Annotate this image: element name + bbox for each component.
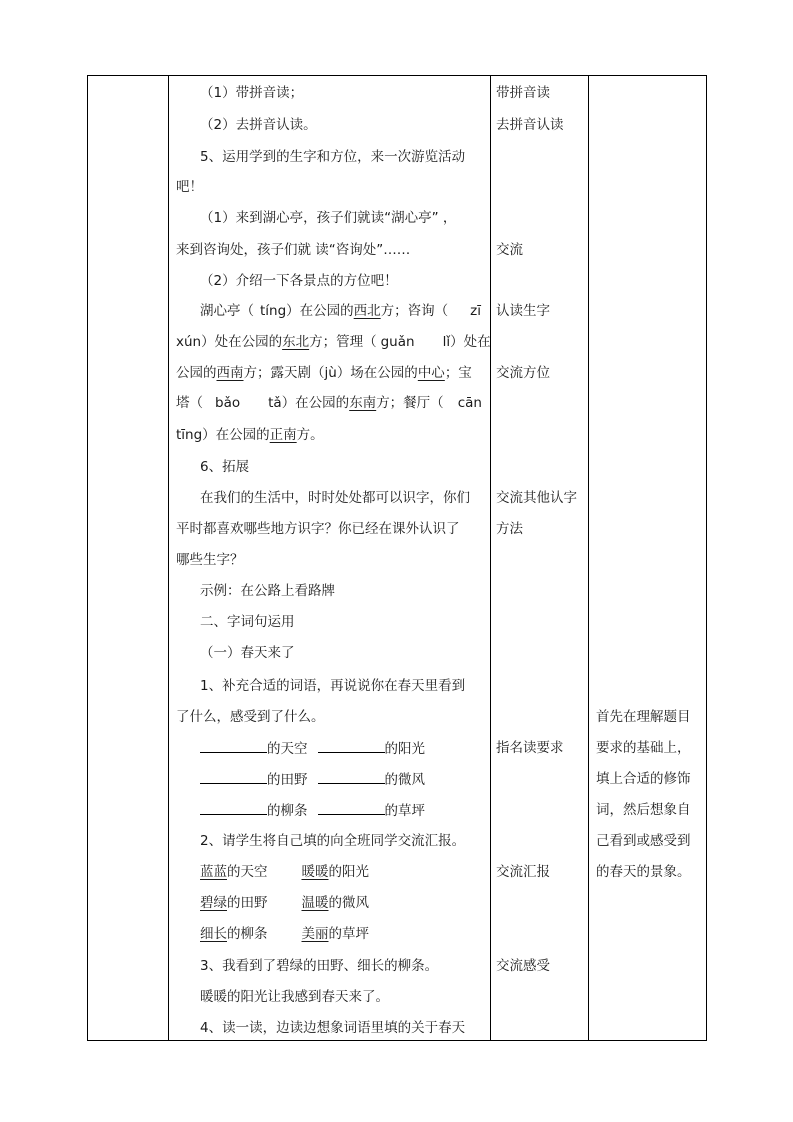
pinyin: xún bbox=[176, 334, 202, 350]
text: 的微风 bbox=[384, 772, 425, 788]
intent-text: 首先在理解题目 bbox=[596, 709, 691, 725]
text-line: 2、请学生将自己填的向全班同学交流汇报。 bbox=[200, 833, 466, 849]
text-line: 在我们的生活中，时时处处都可以识字，你们 bbox=[200, 490, 470, 506]
text: 的天空 bbox=[227, 864, 268, 880]
text: ）在公园的 bbox=[281, 395, 350, 411]
activity-text: 交流汇报 bbox=[496, 864, 550, 880]
text: 方；露天剧（ bbox=[243, 365, 325, 381]
text-line: 6、拓展 bbox=[200, 459, 250, 475]
text: 的草坪 bbox=[328, 926, 369, 942]
column-divider bbox=[490, 76, 491, 1040]
phrase-line bbox=[200, 863, 369, 881]
pinyin: jù bbox=[324, 365, 337, 381]
text: ）处在公园的 bbox=[201, 334, 283, 350]
direction: 正南 bbox=[269, 427, 297, 443]
pinyin-line bbox=[176, 333, 491, 351]
direction: 西北 bbox=[353, 303, 381, 319]
intent-text: 填上合适的修饰 bbox=[596, 771, 691, 787]
text-line: 吧！ bbox=[176, 179, 203, 195]
direction: 东北 bbox=[282, 334, 310, 350]
text-line: 3、我看到了碧绿的田野、细长的柳条。 bbox=[200, 958, 439, 974]
pinyin: bǎo bbox=[215, 395, 241, 411]
pinyin: lǐ bbox=[442, 334, 451, 350]
activity-text: 认读生字 bbox=[496, 303, 550, 319]
direction: 中心 bbox=[417, 365, 445, 381]
activity-text: 方法 bbox=[496, 521, 523, 537]
text-line: 了什么，感受到了什么。 bbox=[176, 709, 325, 725]
activity-text: 去拼音认读 bbox=[496, 117, 564, 133]
lesson-table bbox=[87, 75, 707, 1041]
blank[interactable] bbox=[200, 770, 267, 784]
text: 的阳光 bbox=[384, 741, 425, 757]
intent-text: 己看到或感受到 bbox=[596, 833, 691, 849]
blank[interactable] bbox=[318, 801, 385, 815]
text: 方；餐厅（ bbox=[376, 395, 444, 411]
answer-word: 碧绿 bbox=[200, 895, 227, 911]
activity-text: 带拼音读 bbox=[496, 85, 550, 101]
text: 的田野 bbox=[267, 772, 308, 788]
fill-blank-line bbox=[200, 770, 425, 789]
blank[interactable] bbox=[318, 770, 385, 784]
text: 方；管理（ bbox=[309, 334, 377, 350]
text: 方；咨询（ bbox=[380, 303, 449, 319]
pinyin: tíng bbox=[260, 303, 287, 319]
intent-text: 要求的基础上， bbox=[596, 740, 691, 756]
answer-word: 暖暖 bbox=[301, 864, 329, 880]
column-divider bbox=[168, 76, 169, 1040]
text: 湖心亭（ bbox=[200, 303, 254, 319]
text: ）在公园的 bbox=[202, 427, 270, 443]
intent-text: 的春天的景象。 bbox=[596, 864, 691, 880]
text-line: 二、字词句运用 bbox=[200, 614, 295, 630]
pinyin: tīng bbox=[176, 427, 203, 443]
blank[interactable] bbox=[200, 801, 267, 815]
pinyin: tǎ bbox=[268, 395, 282, 411]
answer-word: 细长 bbox=[200, 926, 227, 942]
direction: 东南 bbox=[349, 395, 377, 411]
activity-text: 交流其他认字 bbox=[496, 490, 577, 506]
text: 的微风 bbox=[328, 895, 369, 911]
pinyin-line bbox=[176, 394, 482, 412]
text-line: （1）带拼音读； bbox=[200, 85, 304, 101]
pinyin: cān bbox=[457, 395, 482, 411]
text-line: 4、读一读，边读边想象词语里填的关于春天 bbox=[200, 1020, 466, 1036]
pinyin-line bbox=[176, 364, 472, 382]
blank[interactable] bbox=[200, 739, 267, 753]
answer-word: 蓝蓝 bbox=[200, 864, 227, 880]
activity-text: 指名读要求 bbox=[496, 740, 564, 756]
activity-text: 交流 bbox=[496, 242, 523, 258]
text: ）在公园的 bbox=[286, 303, 354, 319]
text: 的柳条 bbox=[227, 926, 268, 942]
text: ）处在 bbox=[450, 334, 491, 350]
text: ）场在公园的 bbox=[336, 365, 418, 381]
text-line: 暖暖的阳光让我感到春天来了。 bbox=[200, 989, 389, 1005]
direction: 西南 bbox=[216, 365, 244, 381]
phrase-line bbox=[200, 925, 369, 943]
text: 的柳条 bbox=[267, 803, 308, 819]
text-line: 示例：在公路上看路牌 bbox=[200, 583, 335, 599]
text: 塔（ bbox=[176, 395, 203, 411]
phrase-line bbox=[200, 894, 369, 912]
blank[interactable] bbox=[318, 739, 385, 753]
text-line: （一）春天来了 bbox=[200, 645, 295, 661]
text: 的草坪 bbox=[384, 803, 425, 819]
text-line: 哪些生字？ bbox=[176, 552, 244, 568]
text: 的阳光 bbox=[328, 864, 369, 880]
fill-blank-line bbox=[200, 739, 425, 758]
text-line: （2）介绍一下各景点的方位吧！ bbox=[200, 273, 398, 289]
text: 方。 bbox=[296, 427, 324, 443]
activity-text: 交流方位 bbox=[496, 365, 550, 381]
text-line: 平时都喜欢哪些地方识字？你已经在课外认识了 bbox=[176, 521, 460, 537]
text: 的田野 bbox=[227, 895, 268, 911]
text-line: （2）去拼音认读。 bbox=[200, 117, 317, 133]
answer-word: 温暖 bbox=[301, 895, 329, 911]
pinyin: zī bbox=[470, 303, 482, 319]
activity-text: 交流感受 bbox=[496, 958, 550, 974]
column-divider bbox=[588, 76, 589, 1040]
pinyin: guǎn bbox=[380, 334, 415, 350]
pinyin-line bbox=[200, 302, 481, 320]
answer-word: 美丽 bbox=[301, 926, 329, 942]
text-line: 1、补充合适的词语，再说说你在春天里看到 bbox=[200, 678, 466, 694]
intent-text: 词，然后想象自 bbox=[596, 802, 691, 818]
text-line: （1）来到湖心亭，孩子们就读“湖心亭” ， bbox=[200, 210, 457, 226]
fill-blank-line bbox=[200, 801, 425, 820]
text: 的天空 bbox=[267, 741, 308, 757]
pinyin-line bbox=[176, 426, 324, 444]
text-line: 来到咨询处，孩子们就 读“咨询处”…… bbox=[176, 242, 411, 258]
text-line: 5、运用学到的生字和方位，来一次游览活动 bbox=[200, 149, 466, 165]
text: ；宝 bbox=[444, 365, 472, 381]
text: 公园的 bbox=[176, 365, 217, 381]
